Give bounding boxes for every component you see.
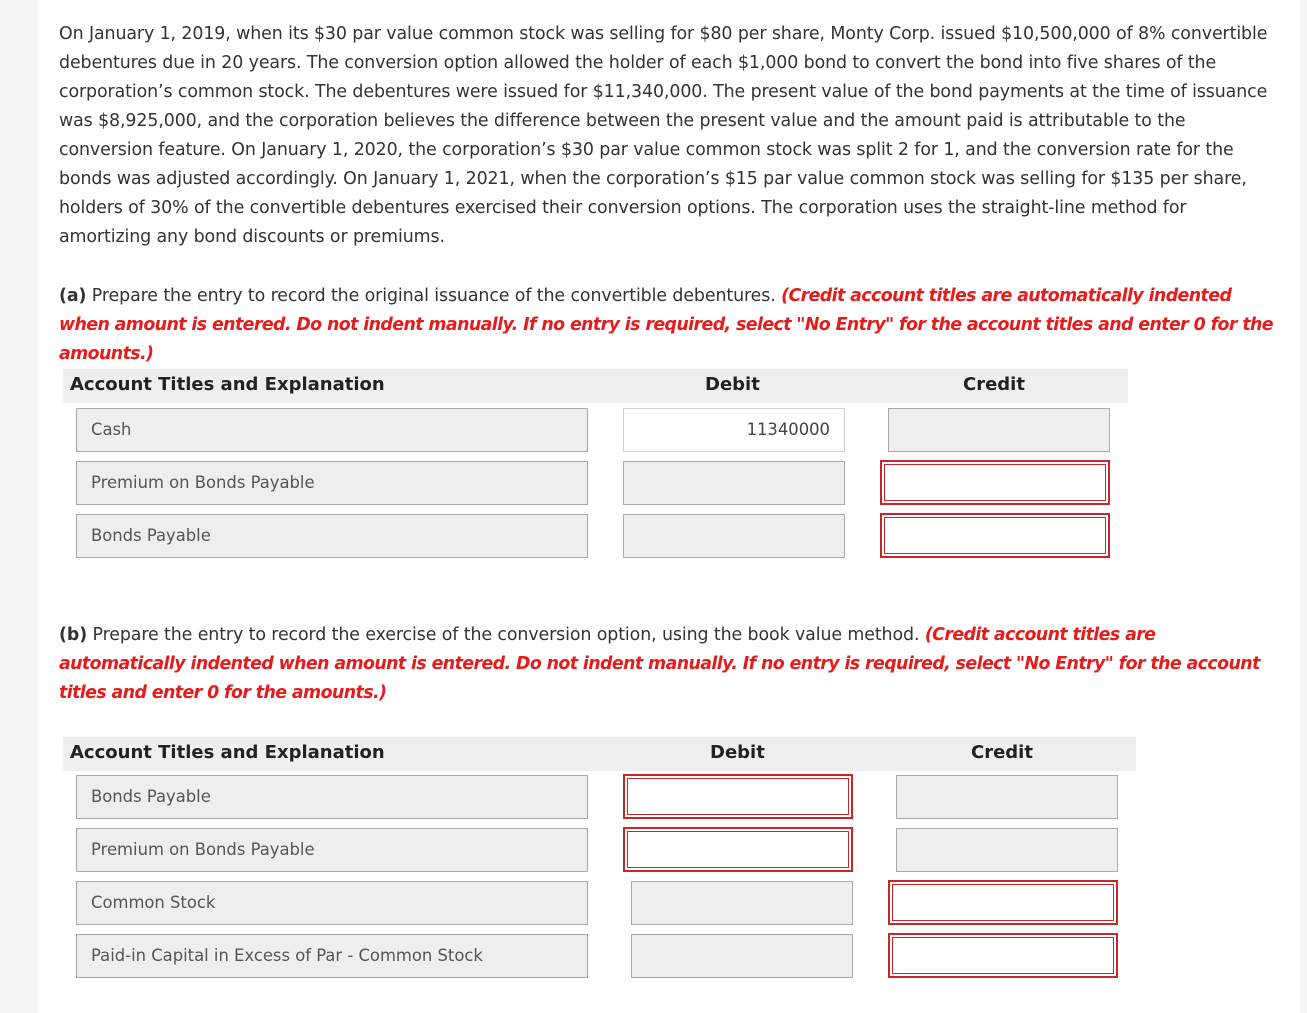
account-title-input[interactable]: Common Stock <box>76 881 588 925</box>
debit-input[interactable] <box>623 461 845 505</box>
part-b-instruction: (Credit account titles are automatically indented when amount is entered. Do not indent manually. If no entry is required, select "No Entry" for the account titles and enter 0 for the amounts.) <box>59 625 1260 703</box>
part-a-instruction: (Credit account titles are automatically indented when amount is entered. Do not indent manually. If no entry is required, select "No Entry" for the account titles and enter 0 for the amounts.) <box>59 286 1274 364</box>
debit-input[interactable]: 11340000 <box>623 408 845 452</box>
account-header: Account Titles and Explanation <box>70 374 385 395</box>
account-title-input[interactable]: Premium on Bonds Payable <box>76 828 588 872</box>
account-title-input[interactable]: Cash <box>76 408 588 452</box>
credit-header: Credit <box>963 374 1025 395</box>
debit-input-error[interactable] <box>623 774 853 819</box>
question-page <box>38 0 1300 1013</box>
debit-header: Debit <box>705 374 760 395</box>
account-title-input[interactable]: Paid-in Capital in Excess of Par - Common Stock <box>76 934 588 978</box>
account-title-input[interactable]: Bonds Payable <box>76 775 588 819</box>
debit-input[interactable] <box>631 934 853 978</box>
credit-input-error[interactable] <box>888 933 1118 978</box>
part-a-label: (a) <box>59 286 87 306</box>
part-a-question: Prepare the entry to record the original issuance of the convertible debentures. <box>91 286 776 306</box>
debit-input[interactable] <box>623 514 845 558</box>
part-a-prompt <box>59 282 1281 369</box>
problem-statement: On January 1, 2019, when its $30 par value common stock was selling for $80 per share, Monty Corp. issued $10,500,000 of 8% convertible debentures due in 20 years. The conversion option allowed the holder of each $1,000 bond to convert the bond into five shares of the corporation’s common stock. The debentures were issued for $11,340,000. The present value of the bond payments at the time of issuance was $8,925,000, and the corporation believes the difference between the present value and the amount paid is attributable to the conversion feature. On January 1, 2020, the corporation’s $30 par value common stock was split 2 for 1, and the conversion rate for the bonds was adjusted accordingly. On January 1, 2021, when the corporation’s $15 par value common stock was selling for $135 per share, holders of 30% of the convertible debentures exercised their conversion options. The corporation uses the straight-line method for amortizing any bond discounts or premiums. <box>59 24 1268 247</box>
credit-input[interactable] <box>896 775 1118 819</box>
part-b-label: (b) <box>59 625 88 645</box>
part-b-prompt <box>59 621 1281 708</box>
part-a-table-header <box>63 369 1128 403</box>
credit-header: Credit <box>971 742 1033 763</box>
credit-input-error[interactable] <box>888 880 1118 925</box>
credit-input[interactable] <box>888 408 1110 452</box>
account-title-input[interactable]: Premium on Bonds Payable <box>76 461 588 505</box>
debit-header: Debit <box>710 742 765 763</box>
credit-input-error[interactable] <box>880 460 1110 505</box>
credit-input[interactable] <box>896 828 1118 872</box>
debit-input-error[interactable] <box>623 827 853 872</box>
credit-input-error[interactable] <box>880 513 1110 558</box>
part-b-question: Prepare the entry to record the exercise of the conversion option, using the book value method. <box>92 625 920 645</box>
debit-input[interactable] <box>631 881 853 925</box>
account-header: Account Titles and Explanation <box>70 742 385 763</box>
part-b-table-header <box>63 737 1136 771</box>
account-title-input[interactable]: Bonds Payable <box>76 514 588 558</box>
